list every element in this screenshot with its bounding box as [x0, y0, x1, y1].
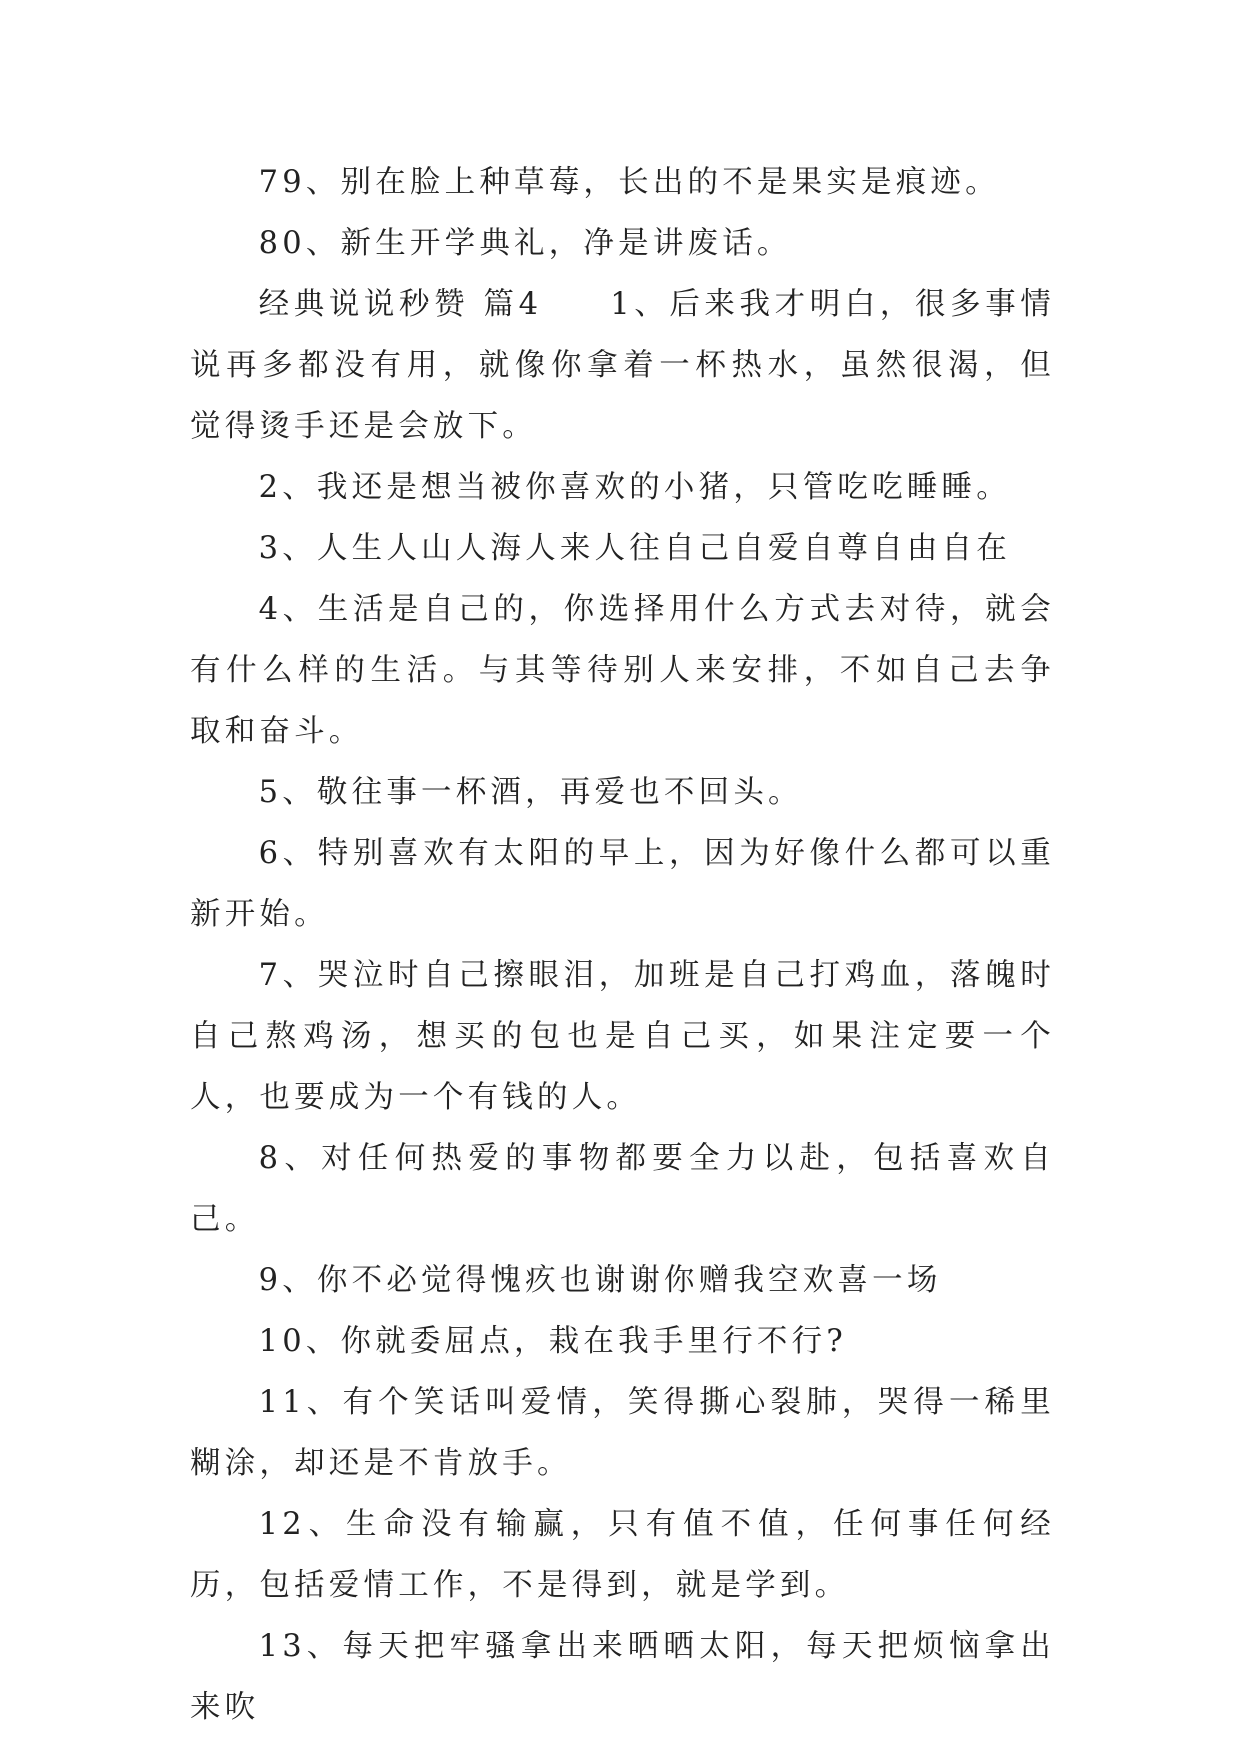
section-paragraph — [190, 274, 1055, 457]
section-first-item: 1、后来我才明白，很多事情说再多都没有用，就像你拿着一杯热水，虽然很渴，但觉得烫手还是会放下。 — [190, 287, 1055, 444]
paragraph-80: 80、新生开学典礼，净是讲废话。 — [258, 226, 792, 261]
paragraph-7: 7、哭泣时自己擦眼泪，加班是自己打鸡血，落魄时自己熬鸡汤，想买的包也是自己买，如果注定要一个人，也要成为一个有钱的人。 — [190, 958, 1055, 1115]
paragraph-8: 8、对任何热爱的事物都要全力以赴，包括喜欢自己。 — [190, 1141, 1055, 1237]
section-heading: 经典说说秒赞 篇4 — [258, 287, 543, 322]
paragraph-79: 79、别在脸上种草莓，长出的不是果实是痕迹。 — [258, 165, 1000, 200]
paragraph-6: 6、特别喜欢有太阳的早上，因为好像什么都可以重新开始。 — [190, 836, 1055, 932]
paragraph-13: 13、每天把牢骚拿出来晒晒太阳，每天把烦恼拿出来吹 — [190, 1629, 1055, 1725]
paragraph-11: 11、有个笑话叫爱情，笑得撕心裂肺，哭得一稀里糊涂，却还是不肯放手。 — [190, 1385, 1055, 1481]
paragraph-5: 5、敬往事一杯酒，再爱也不回头。 — [258, 775, 803, 810]
paragraph-2: 2、我还是想当被你喜欢的小猪，只管吃吃睡睡。 — [258, 470, 1011, 505]
paragraph-9: 9、你不必觉得愧疚也谢谢你赠我空欢喜一场 — [258, 1263, 942, 1298]
paragraph-3: 3、人生人山人海人来人往自己自爱自尊自由自在 — [258, 531, 1011, 566]
paragraph-12: 12、生命没有输赢，只有值不值，任何事任何经历，包括爱情工作，不是得到，就是学到。 — [190, 1507, 1055, 1603]
paragraph-10: 10、你就委屈点，栽在我手里行不行? — [258, 1324, 847, 1359]
paragraph-4: 4、生活是自己的，你选择用什么方式去对待，就会有什么样的生活。与其等待别人来安排，不如自己去争取和奋斗。 — [190, 592, 1055, 749]
document-body — [190, 152, 1055, 1738]
